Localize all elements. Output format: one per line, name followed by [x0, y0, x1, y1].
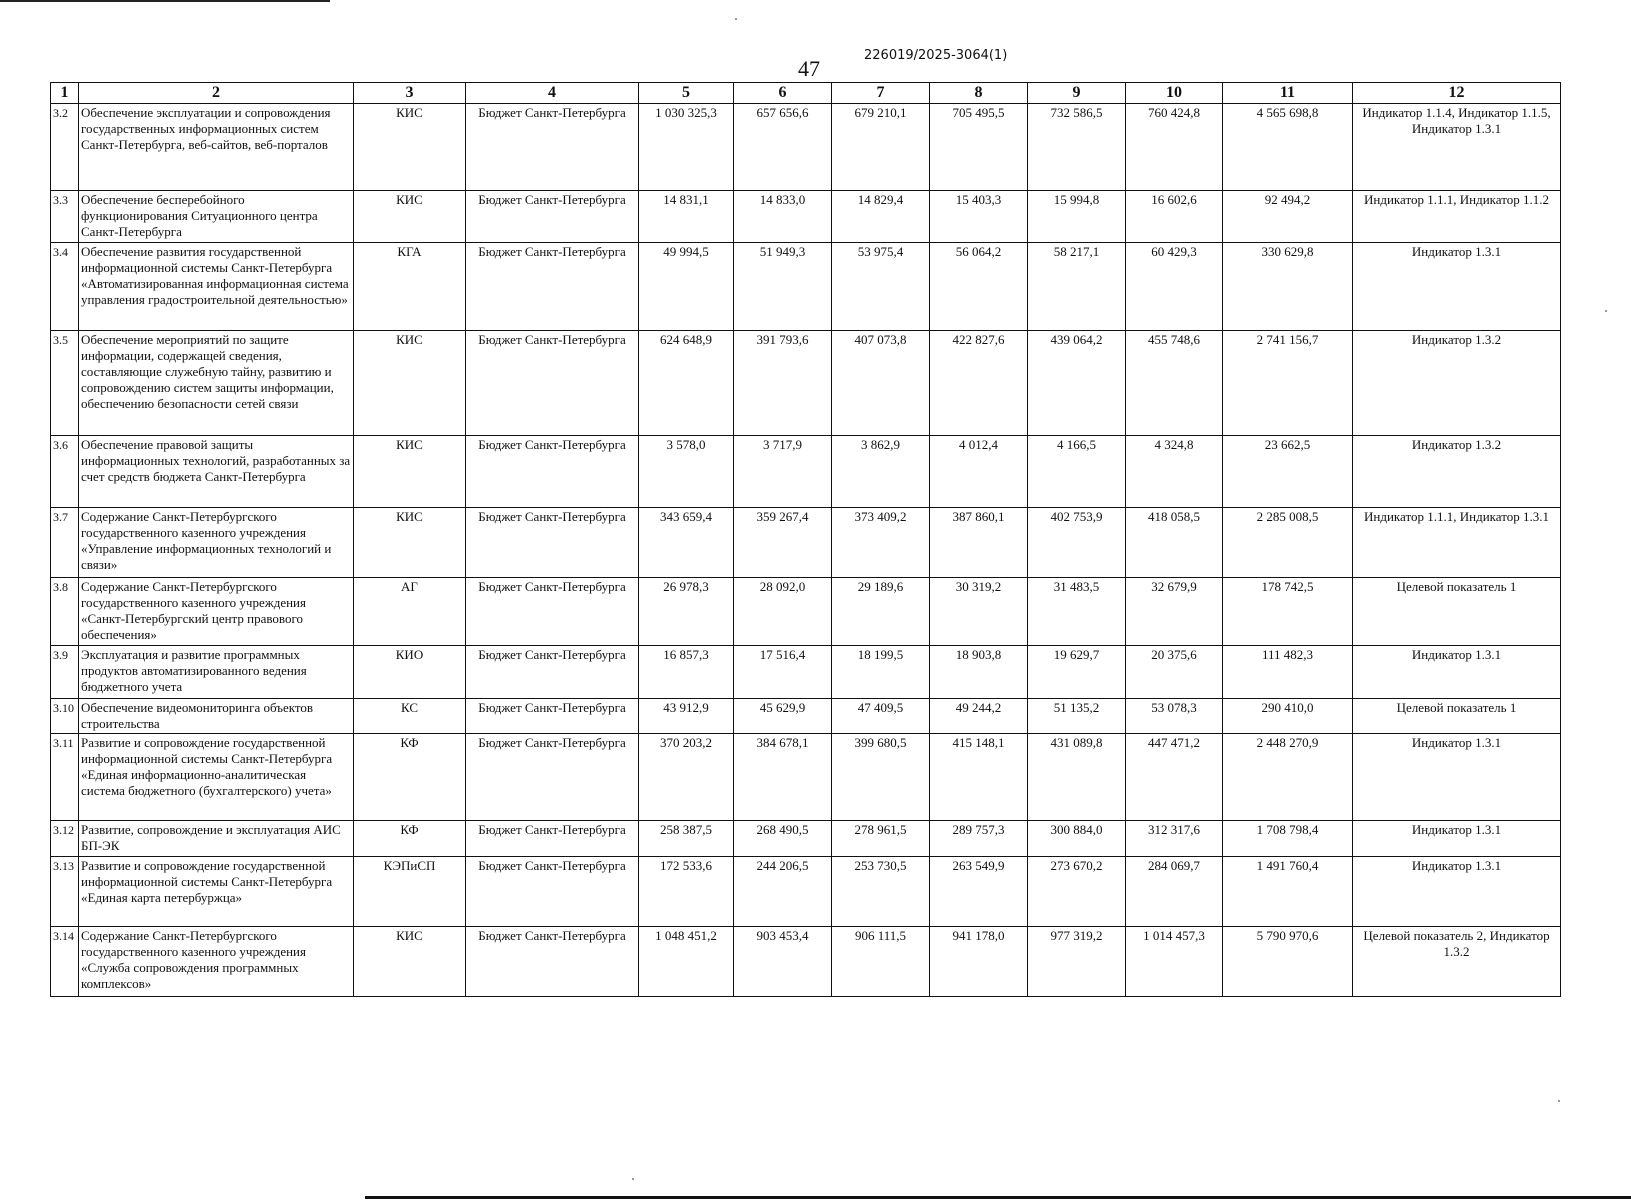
indicator-cell: Индикатор 1.1.1, Индикатор 1.1.2: [1353, 191, 1561, 243]
amount-total-cell: 290 410,0: [1223, 699, 1353, 734]
amount-total-cell: 5 790 970,6: [1223, 927, 1353, 997]
amount-col10-cell: 418 058,5: [1126, 508, 1223, 578]
amount-total-cell: 1 708 798,4: [1223, 821, 1353, 857]
indicator-cell: Целевой показатель 1: [1353, 699, 1561, 734]
funding-source-cell: Бюджет Санкт-Петербурга: [466, 508, 639, 578]
row-number-cell: 3.12: [51, 821, 79, 857]
column-header-9: 9: [1028, 83, 1126, 104]
funding-source-cell: Бюджет Санкт-Петербурга: [466, 857, 639, 927]
table-row: [51, 578, 1561, 646]
amount-col9-cell: 4 166,5: [1028, 436, 1126, 508]
table-row: [51, 734, 1561, 821]
indicator-cell: Целевой показатель 2, Индикатор 1.3.2: [1353, 927, 1561, 997]
scan-speck: [1605, 310, 1607, 312]
amount-col8-cell: 56 064,2: [930, 243, 1028, 331]
column-header-10: 10: [1126, 83, 1223, 104]
amount-col9-cell: 431 089,8: [1028, 734, 1126, 821]
measure-name-cell: Обеспечение бесперебойного функционирования Ситуационного центра Санкт-Петербурга: [79, 191, 354, 243]
column-header-6: 6: [734, 83, 832, 104]
table-body: [51, 104, 1561, 997]
funding-source-cell: Бюджет Санкт-Петербурга: [466, 331, 639, 436]
amount-col7-cell: 373 409,2: [832, 508, 930, 578]
row-number-cell: 3.8: [51, 578, 79, 646]
amount-col6-cell: 51 949,3: [734, 243, 832, 331]
amount-col6-cell: 28 092,0: [734, 578, 832, 646]
amount-col7-cell: 399 680,5: [832, 734, 930, 821]
amount-col9-cell: 732 586,5: [1028, 104, 1126, 191]
row-number-cell: 3.7: [51, 508, 79, 578]
measure-name-cell: Развитие, сопровождение и эксплуатация АИС БП-ЭК: [79, 821, 354, 857]
amount-col10-cell: 455 748,6: [1126, 331, 1223, 436]
row-number-cell: 3.10: [51, 699, 79, 734]
amount-col6-cell: 14 833,0: [734, 191, 832, 243]
amount-col9-cell: 51 135,2: [1028, 699, 1126, 734]
indicator-cell: Индикатор 1.3.2: [1353, 331, 1561, 436]
amount-col7-cell: 3 862,9: [832, 436, 930, 508]
amount-total-cell: 330 629,8: [1223, 243, 1353, 331]
amount-total-cell: 178 742,5: [1223, 578, 1353, 646]
indicator-cell: Индикатор 1.3.1: [1353, 243, 1561, 331]
executor-cell: КЭПиСП: [354, 857, 466, 927]
document-id: 226019/2025-3064(1): [864, 48, 1008, 63]
funding-source-cell: Бюджет Санкт-Петербурга: [466, 646, 639, 699]
amount-col10-cell: 60 429,3: [1126, 243, 1223, 331]
amount-col10-cell: 760 424,8: [1126, 104, 1223, 191]
measure-name-cell: Обеспечение видеомониторинга объектов строительства: [79, 699, 354, 734]
amount-col8-cell: 705 495,5: [930, 104, 1028, 191]
measure-name-cell: Развитие и сопровождение государственной информационной системы Санкт-Петербурга «Единая карта петербуржца»: [79, 857, 354, 927]
column-header-2: 2: [79, 83, 354, 104]
executor-cell: АГ: [354, 578, 466, 646]
amount-col8-cell: 49 244,2: [930, 699, 1028, 734]
amount-col5-cell: 16 857,3: [639, 646, 734, 699]
amount-col7-cell: 14 829,4: [832, 191, 930, 243]
amount-col7-cell: 47 409,5: [832, 699, 930, 734]
amount-total-cell: 1 491 760,4: [1223, 857, 1353, 927]
table-row: [51, 191, 1561, 243]
funding-source-cell: Бюджет Санкт-Петербурга: [466, 191, 639, 243]
measure-name-cell: Содержание Санкт-Петербургского государственного казенного учреждения «Служба сопровождения программных комплексов»: [79, 927, 354, 997]
measure-name-cell: Развитие и сопровождение государственной информационной системы Санкт-Петербурга «Единая информационно-аналитическая система бюджетного (бухгалтерского) учета»: [79, 734, 354, 821]
measure-name-cell: Эксплуатация и развитие программных продуктов автоматизированного ведения бюджетного учета: [79, 646, 354, 699]
row-number-cell: 3.6: [51, 436, 79, 508]
amount-col9-cell: 977 319,2: [1028, 927, 1126, 997]
top-edge-line: [0, 0, 330, 2]
amount-col7-cell: 253 730,5: [832, 857, 930, 927]
row-number-cell: 3.14: [51, 927, 79, 997]
funding-source-cell: Бюджет Санкт-Петербурга: [466, 734, 639, 821]
measure-name-cell: Обеспечение развития государственной информационной системы Санкт-Петербурга «Автоматизированная информационная система управления градостроительной деятельностью»: [79, 243, 354, 331]
funding-source-cell: Бюджет Санкт-Петербурга: [466, 104, 639, 191]
amount-col10-cell: 20 375,6: [1126, 646, 1223, 699]
executor-cell: КГА: [354, 243, 466, 331]
executor-cell: КИС: [354, 104, 466, 191]
executor-cell: КС: [354, 699, 466, 734]
row-number-cell: 3.9: [51, 646, 79, 699]
amount-col10-cell: 1 014 457,3: [1126, 927, 1223, 997]
amount-col6-cell: 391 793,6: [734, 331, 832, 436]
amount-col10-cell: 16 602,6: [1126, 191, 1223, 243]
measure-name-cell: Обеспечение эксплуатации и сопровождения государственных информационных систем Санкт-Петербурга, веб-сайтов, веб-порталов: [79, 104, 354, 191]
amount-col7-cell: 53 975,4: [832, 243, 930, 331]
funding-source-cell: Бюджет Санкт-Петербурга: [466, 578, 639, 646]
row-number-cell: 3.11: [51, 734, 79, 821]
amount-col10-cell: 284 069,7: [1126, 857, 1223, 927]
amount-col5-cell: 49 994,5: [639, 243, 734, 331]
indicator-cell: Индикатор 1.3.1: [1353, 821, 1561, 857]
column-header-4: 4: [466, 83, 639, 104]
amount-col9-cell: 300 884,0: [1028, 821, 1126, 857]
amount-total-cell: 4 565 698,8: [1223, 104, 1353, 191]
executor-cell: КИС: [354, 927, 466, 997]
amount-total-cell: 2 285 008,5: [1223, 508, 1353, 578]
indicator-cell: Индикатор 1.1.1, Индикатор 1.3.1: [1353, 508, 1561, 578]
amount-col9-cell: 58 217,1: [1028, 243, 1126, 331]
amount-col8-cell: 18 903,8: [930, 646, 1028, 699]
column-header-1: 1: [51, 83, 79, 104]
amount-col5-cell: 258 387,5: [639, 821, 734, 857]
measure-name-cell: Обеспечение мероприятий по защите информации, содержащей сведения, составляющие служебную тайну, развитию и сопровождению систем защиты информации, обеспечению безопасности сетей связи: [79, 331, 354, 436]
measure-name-cell: Обеспечение правовой защиты информационных технологий, разработанных за счет средств бюджета Санкт-Петербурга: [79, 436, 354, 508]
column-header-8: 8: [930, 83, 1028, 104]
row-number-cell: 3.2: [51, 104, 79, 191]
amount-col10-cell: 32 679,9: [1126, 578, 1223, 646]
amount-col9-cell: 31 483,5: [1028, 578, 1126, 646]
amount-col8-cell: 263 549,9: [930, 857, 1028, 927]
amount-col6-cell: 657 656,6: [734, 104, 832, 191]
amount-col8-cell: 15 403,3: [930, 191, 1028, 243]
executor-cell: КИС: [354, 191, 466, 243]
indicator-cell: Индикатор 1.3.1: [1353, 646, 1561, 699]
row-number-cell: 3.13: [51, 857, 79, 927]
amount-col9-cell: 439 064,2: [1028, 331, 1126, 436]
table-row: [51, 857, 1561, 927]
amount-col7-cell: 29 189,6: [832, 578, 930, 646]
amount-col6-cell: 45 629,9: [734, 699, 832, 734]
amount-col7-cell: 906 111,5: [832, 927, 930, 997]
executor-cell: КИО: [354, 646, 466, 699]
indicator-cell: Индикатор 1.1.4, Индикатор 1.1.5, Индикатор 1.3.1: [1353, 104, 1561, 191]
column-header-3: 3: [354, 83, 466, 104]
amount-col8-cell: 415 148,1: [930, 734, 1028, 821]
amount-col9-cell: 15 994,8: [1028, 191, 1126, 243]
row-number-cell: 3.5: [51, 331, 79, 436]
amount-total-cell: 92 494,2: [1223, 191, 1353, 243]
scan-speck: [735, 18, 737, 20]
amount-col6-cell: 359 267,4: [734, 508, 832, 578]
amount-col6-cell: 17 516,4: [734, 646, 832, 699]
indicator-cell: Индикатор 1.3.2: [1353, 436, 1561, 508]
table-row: [51, 436, 1561, 508]
amount-col7-cell: 407 073,8: [832, 331, 930, 436]
funding-source-cell: Бюджет Санкт-Петербурга: [466, 243, 639, 331]
amount-col5-cell: 624 648,9: [639, 331, 734, 436]
funding-source-cell: Бюджет Санкт-Петербурга: [466, 821, 639, 857]
row-number-cell: 3.3: [51, 191, 79, 243]
table-row: [51, 646, 1561, 699]
amount-col7-cell: 278 961,5: [832, 821, 930, 857]
program-measures-table: [50, 82, 1561, 997]
amount-col8-cell: 289 757,3: [930, 821, 1028, 857]
amount-col5-cell: 1 030 325,3: [639, 104, 734, 191]
amount-col8-cell: 4 012,4: [930, 436, 1028, 508]
amount-col9-cell: 273 670,2: [1028, 857, 1126, 927]
column-header-11: 11: [1223, 83, 1353, 104]
amount-col6-cell: 268 490,5: [734, 821, 832, 857]
amount-total-cell: 111 482,3: [1223, 646, 1353, 699]
funding-source-cell: Бюджет Санкт-Петербурга: [466, 699, 639, 734]
amount-col10-cell: 4 324,8: [1126, 436, 1223, 508]
amount-col9-cell: 402 753,9: [1028, 508, 1126, 578]
indicator-cell: Целевой показатель 1: [1353, 578, 1561, 646]
amount-col5-cell: 3 578,0: [639, 436, 734, 508]
amount-col8-cell: 30 319,2: [930, 578, 1028, 646]
table-row: [51, 821, 1561, 857]
row-number-cell: 3.4: [51, 243, 79, 331]
amount-col5-cell: 1 048 451,2: [639, 927, 734, 997]
amount-col8-cell: 387 860,1: [930, 508, 1028, 578]
funding-source-cell: Бюджет Санкт-Петербурга: [466, 436, 639, 508]
executor-cell: КФ: [354, 821, 466, 857]
amount-col5-cell: 370 203,2: [639, 734, 734, 821]
amount-total-cell: 23 662,5: [1223, 436, 1353, 508]
measure-name-cell: Содержание Санкт-Петербургского государственного казенного учреждения «Управление информационных технологий и связи»: [79, 508, 354, 578]
amount-col10-cell: 312 317,6: [1126, 821, 1223, 857]
amount-col7-cell: 679 210,1: [832, 104, 930, 191]
executor-cell: КФ: [354, 734, 466, 821]
amount-col5-cell: 343 659,4: [639, 508, 734, 578]
amount-col10-cell: 447 471,2: [1126, 734, 1223, 821]
table-row: [51, 331, 1561, 436]
table-row: [51, 104, 1561, 191]
executor-cell: КИС: [354, 508, 466, 578]
amount-col6-cell: 384 678,1: [734, 734, 832, 821]
indicator-cell: Индикатор 1.3.1: [1353, 857, 1561, 927]
page-number: 47: [798, 56, 820, 81]
amount-col9-cell: 19 629,7: [1028, 646, 1126, 699]
table-row: [51, 927, 1561, 997]
header-row: [51, 83, 1561, 104]
column-header-7: 7: [832, 83, 930, 104]
amount-col8-cell: 941 178,0: [930, 927, 1028, 997]
amount-col7-cell: 18 199,5: [832, 646, 930, 699]
indicator-cell: Индикатор 1.3.1: [1353, 734, 1561, 821]
amount-col10-cell: 53 078,3: [1126, 699, 1223, 734]
executor-cell: КИС: [354, 436, 466, 508]
table-row: [51, 699, 1561, 734]
scan-speck: [632, 1178, 634, 1180]
executor-cell: КИС: [354, 331, 466, 436]
amount-col5-cell: 172 533,6: [639, 857, 734, 927]
amount-col6-cell: 3 717,9: [734, 436, 832, 508]
amount-col6-cell: 903 453,4: [734, 927, 832, 997]
table-row: [51, 508, 1561, 578]
bottom-edge-line: [365, 1196, 1631, 1199]
funding-source-cell: Бюджет Санкт-Петербурга: [466, 927, 639, 997]
amount-col5-cell: 43 912,9: [639, 699, 734, 734]
amount-col5-cell: 26 978,3: [639, 578, 734, 646]
amount-total-cell: 2 448 270,9: [1223, 734, 1353, 821]
table-row: [51, 243, 1561, 331]
amount-col8-cell: 422 827,6: [930, 331, 1028, 436]
scan-speck: [1558, 1100, 1560, 1102]
amount-col6-cell: 244 206,5: [734, 857, 832, 927]
amount-total-cell: 2 741 156,7: [1223, 331, 1353, 436]
measure-name-cell: Содержание Санкт-Петербургского государственного казенного учреждения «Санкт-Петербургский центр правового обеспечения»: [79, 578, 354, 646]
amount-col5-cell: 14 831,1: [639, 191, 734, 243]
column-header-5: 5: [639, 83, 734, 104]
column-header-12: 12: [1353, 83, 1561, 104]
